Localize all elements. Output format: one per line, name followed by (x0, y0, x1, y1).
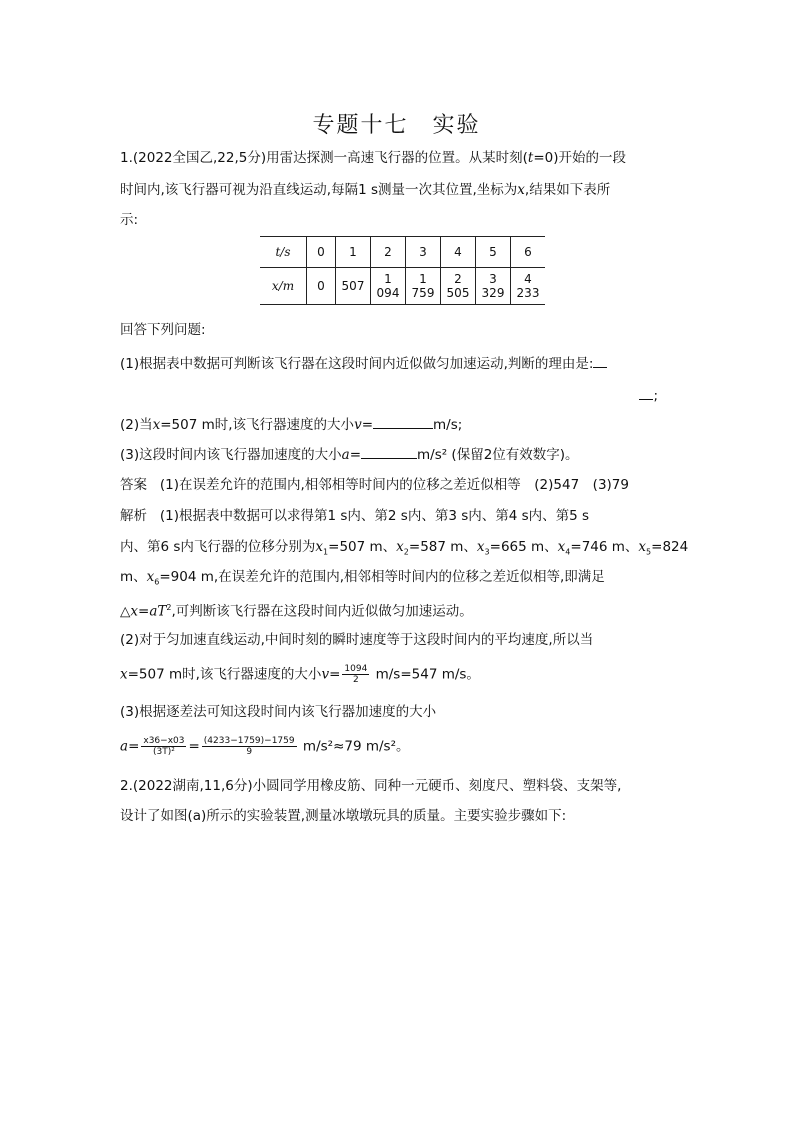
table-header-t: t/s (260, 237, 307, 268)
answer-blank-2[interactable] (373, 414, 433, 429)
table-cell: 4 (441, 237, 476, 268)
analysis-text-4: ,可判断该飞行器在这段时间内近似做匀加速运动。 (171, 603, 473, 620)
q1-sub1-end (120, 385, 658, 406)
q1-x-var: x (517, 182, 525, 198)
accel-fraction-2 (202, 736, 297, 757)
analysis-label: 解析 (120, 508, 147, 524)
q1-sub3-pre: (3)这段时间内该飞行器加速度的大小 (120, 447, 342, 463)
answer-line (120, 475, 680, 495)
table-cell: 5 (476, 237, 511, 268)
analysis-text-6b: m/s=547 m/s。 (375, 666, 480, 683)
table-cell: 0 (307, 237, 336, 268)
table-header-x: x/m (260, 268, 307, 305)
analysis-line-1 (120, 506, 680, 526)
q2-line-1: 2.(2022湖南,11,6分)小圆同学用橡皮筋、同种一元硬币、刻度尺、塑料袋、支架等, (120, 778, 622, 794)
table-cell: 1 094 (371, 268, 406, 305)
analysis-text-3b: ,在误差允许的范围内,相邻相等时间内的位移之差近似相等,即满足 (213, 569, 605, 585)
x5-value: =824 (651, 539, 689, 555)
analysis-line-4: $\triangle x=aT^2$,可判断该飞行器在这段时间内近似做匀加速运动。 (120, 603, 473, 620)
q1-sub3-eq: = (349, 447, 361, 463)
q1-sub2 (120, 414, 680, 435)
accel-fraction-1 (141, 736, 186, 757)
q1-t-var: t (527, 150, 534, 166)
q2-line-2: 设计了如图(a)所示的实验装置,测量冰墩墩玩具的质量。主要实验步骤如下: (120, 808, 567, 824)
q1-sub3-a: a (341, 447, 350, 463)
frac-a-num1: x36−x03 (143, 736, 185, 746)
q1-sub2-x: x (152, 417, 161, 433)
q1-line-3: 示: (120, 212, 139, 228)
answer-label: 答案 (120, 477, 147, 493)
q1-sub1-text: (1)根据表中数据可判断该飞行器在这段时间内近似做匀加速运动,判断的理由是: (120, 356, 594, 372)
q1-sub2-mid: =507 m时,该飞行器速度的大小 (160, 417, 355, 433)
answer-blank-1a[interactable] (593, 353, 607, 368)
q1-line2b: ,结果如下表所 (524, 182, 611, 198)
q1-sub2-unit: m/s; (433, 417, 463, 433)
table-cell: 4 233 (511, 268, 546, 305)
analysis-line-5: (2)对于匀加速直线运动,中间时刻的瞬时速度等于这段时间内的平均速度,所以当 (120, 632, 594, 648)
table-cell: 0 (307, 268, 336, 305)
analysis-line-7: (3)根据逐差法可知这段时间内该飞行器加速度的大小 (120, 704, 437, 720)
table-cell: 2 (371, 237, 406, 268)
frac-v-den: 2 (352, 675, 359, 685)
x4-value: =746 m、 (570, 539, 639, 555)
delta-symbol: △ (120, 603, 131, 620)
q1-sub1-semicolon: ; (653, 388, 658, 404)
q1-line-1 (120, 148, 680, 168)
velocity-fraction (342, 664, 369, 685)
answer-blank-3[interactable] (361, 444, 417, 459)
x1-value: =507 m、 (328, 539, 397, 555)
answer-text: (1)在误差允许的范围内,相邻相等时间内的位移之差近似相等 (2)547 (3)79 (159, 477, 629, 493)
table-row-x (260, 268, 545, 305)
q1-line-2 (120, 180, 680, 200)
q1-prompt: 回答下列问题: (120, 322, 206, 338)
x3-value: =665 m、 (489, 539, 558, 555)
x6-value: =904 m (159, 569, 214, 585)
q1-sub2-eq: = (361, 417, 374, 433)
analysis-text-2: 内、第6 s内飞行器的位移分别为 (120, 539, 316, 555)
analysis-line-6: x=507 m时,该飞行器速度的大小v= $\frac{1094}{2}$ m/s=547 m/s。 (120, 664, 480, 685)
frac-a-den1: (3T)² (153, 747, 175, 757)
q1-sub2-pre: (2)当 (120, 417, 153, 433)
page-title: 专题十七 实验 (312, 113, 481, 138)
analysis-line-3: m、$x_6=904$ m,在误差允许的范围内,相邻相等时间内的位移之差近似相等,即满足 (120, 569, 605, 587)
x-var: x (315, 539, 324, 555)
analysis-line-2: 内、第6 s内飞行器的位移分别为$x_1=507$ m、$x_2=587$ m、$x_3=665$ m、$x_4=746$ m、$x_5=824$ (120, 539, 689, 557)
table-row-t (260, 237, 545, 268)
table-cell: 1 (336, 237, 371, 268)
q1-sub3-unit: m/s² (保留2位有效数字)。 (417, 447, 579, 463)
table-cell: 507 (336, 268, 371, 305)
table-cell: 6 (511, 237, 546, 268)
table-cell: 3 329 (476, 268, 511, 305)
data-table (260, 236, 545, 305)
table-cell: 2 505 (441, 268, 476, 305)
analysis-line-8: a= $\frac{x36-x03}{\text{(3T)²}}$ = $\frac{(4233-1759)-1759}{9}$ m/s²≈79 m/s²。 (120, 736, 410, 757)
q1-sub1 (120, 353, 680, 374)
q1-line2a: 时间内,该飞行器可视为沿直线运动,每隔1 s测量一次其位置,坐标为 (120, 182, 518, 198)
analysis-text-1: (1)根据表中数据可以求得第1 s内、第2 s内、第3 s内、第4 s内、第5 s (159, 508, 590, 524)
q1-sub3 (120, 444, 680, 465)
analysis-eq: = (138, 603, 150, 620)
frac-v-num: 1094 (344, 664, 368, 674)
q1-sub2-v: v (354, 417, 362, 433)
analysis-text-8b: m/s²≈79 m/s²。 (302, 738, 410, 755)
frac-a-den2: 9 (246, 747, 253, 757)
table-cell: 1 759 (406, 268, 441, 305)
q1-line1-text: 1.(2022全国乙,22,5分)用雷达探测一高速飞行器的位置。从某时刻( (120, 150, 528, 166)
answer-blank-1b[interactable] (639, 385, 653, 400)
table-cell: 3 (406, 237, 441, 268)
analysis-text-3a: m、 (120, 569, 147, 585)
frac-a-num2: (4233−1759)−1759 (203, 736, 295, 746)
x2-value: =587 m、 (408, 539, 477, 555)
analysis-text-6a: =507 m时,该飞行器速度的大小 (127, 666, 322, 683)
q1-line1-rest: =0)开始的一段 (533, 150, 626, 166)
